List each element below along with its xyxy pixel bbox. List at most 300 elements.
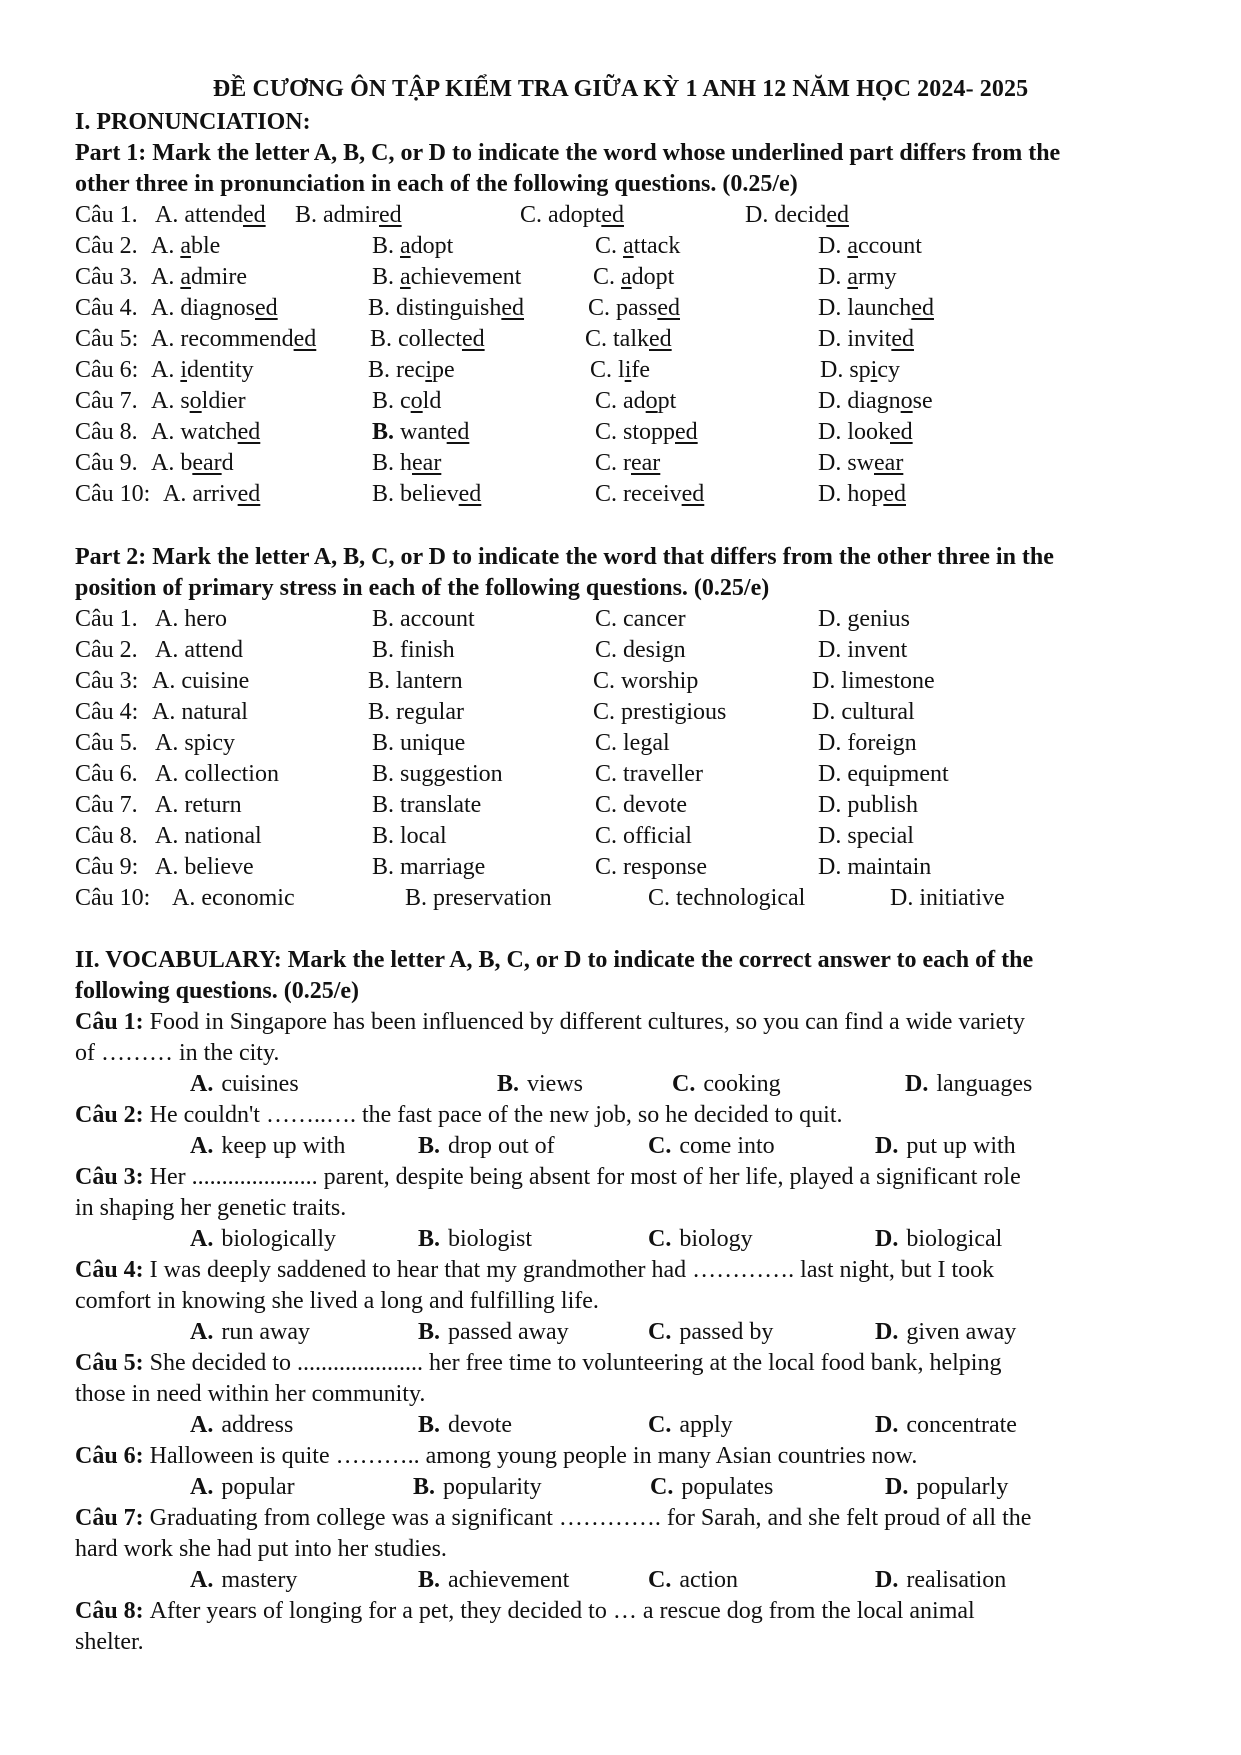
option-d	[818, 448, 903, 478]
option-text: B.	[372, 233, 401, 259]
question-label: Câu 4:	[75, 1257, 144, 1283]
option-text: concentrate	[906, 1412, 1017, 1438]
underlined-part: ear	[874, 450, 904, 476]
option-text: ldier	[201, 388, 246, 414]
option-b	[372, 231, 453, 261]
option-b: B. finish	[372, 637, 455, 663]
option-letter: B.	[418, 1567, 441, 1593]
underlined-part: ed	[461, 326, 485, 352]
question-number: Câu 5:	[75, 326, 139, 352]
answer-option	[672, 1069, 781, 1099]
option-c: C. official	[595, 823, 692, 849]
part2-row	[0, 852, 1100, 882]
option-text: A. arriv	[163, 481, 238, 507]
vocabulary-instruction-line1: II. VOCABULARY: Mark the letter A, B, C, or D to indicate the correct answer to each of the	[75, 947, 1034, 973]
option-text: B. c	[372, 388, 411, 414]
option-letter: B.	[413, 1474, 436, 1500]
option-text: action	[679, 1567, 738, 1593]
option-a: A. attend	[155, 637, 243, 663]
question-label: Câu 8:	[75, 1598, 144, 1624]
underlined-part: ed	[883, 481, 906, 507]
option-c	[588, 293, 680, 323]
option-text: B. rec	[368, 357, 426, 383]
option-letter: A.	[190, 1071, 214, 1097]
option-letter: D.	[875, 1412, 899, 1438]
option-text: B. believ	[372, 481, 459, 507]
option-text: ttack	[633, 233, 681, 259]
part2-row	[0, 666, 1100, 696]
question-label: Câu 2:	[75, 1102, 144, 1128]
option-text: A. s	[151, 388, 190, 414]
option-text: B.	[372, 264, 401, 290]
option-c	[590, 355, 650, 385]
option-text: B. h	[372, 450, 413, 476]
part2-instruction-line2: position of primary stress in each of the following questions. (0.25/e)	[75, 575, 770, 601]
question-number: Câu 6.	[75, 761, 138, 787]
part2-row	[0, 697, 1100, 727]
underlined-part: ed	[293, 326, 317, 352]
option-text: ccount	[858, 233, 922, 259]
option-text: passed by	[679, 1319, 774, 1345]
option-text: ld	[422, 388, 442, 414]
option-text: pe	[431, 357, 455, 383]
answer-options	[0, 1565, 1241, 1595]
option-text: want	[394, 419, 447, 445]
option-d	[745, 200, 849, 230]
option-text: biology	[679, 1226, 753, 1252]
option-d	[818, 231, 922, 261]
option-text: populates	[681, 1474, 774, 1500]
option-c	[595, 448, 660, 478]
option-d: D. equipment	[818, 761, 949, 787]
option-letter: D.	[875, 1226, 899, 1252]
option-letter: B.	[418, 1133, 441, 1159]
underlined-part: a	[621, 264, 632, 290]
option-text: D.	[818, 233, 848, 259]
question-text: Food in Singapore has been influenced by different cultures, so you can find a wide variety	[149, 1009, 1025, 1035]
option-d: D. invent	[818, 637, 908, 663]
vocabulary-question	[75, 1441, 1185, 1472]
part2-row	[0, 821, 1100, 851]
vocabulary-question	[75, 1503, 1185, 1565]
option-text: address	[221, 1412, 294, 1438]
option-text: keep up with	[221, 1133, 346, 1159]
answer-options	[0, 1472, 1241, 1502]
option-text: C. stopp	[595, 419, 676, 445]
option-text: dopt	[410, 233, 454, 259]
answer-option	[905, 1069, 1032, 1099]
answer-options	[0, 1317, 1241, 1347]
option-text: D. launch	[818, 295, 912, 321]
section-heading-pronunciation: I. PRONUNCIATION:	[75, 109, 311, 135]
option-a: A. national	[155, 823, 262, 849]
option-c	[595, 386, 676, 416]
question-text: After years of longing for a pet, they decided to … a rescue dog from the local animal	[149, 1598, 975, 1624]
option-c	[595, 231, 680, 261]
option-b: B. translate	[372, 792, 482, 818]
part1-row	[0, 262, 1100, 292]
option-text: apply	[679, 1412, 733, 1438]
part1-row	[0, 448, 1100, 478]
question-line	[75, 1100, 1185, 1131]
option-text: dopt	[631, 264, 675, 290]
underlined-part: i	[425, 357, 432, 383]
question-label: Câu 5:	[75, 1350, 144, 1376]
option-d: D. initiative	[890, 885, 1005, 911]
question-text-continued: of ……… in the city.	[75, 1040, 280, 1066]
option-text: rmy	[858, 264, 897, 290]
option-a	[151, 262, 247, 292]
option-text: pt	[657, 388, 677, 414]
option-text: d	[221, 450, 234, 476]
part1-row	[0, 386, 1100, 416]
part1-row	[0, 200, 1100, 230]
underlined-part: a	[180, 264, 191, 290]
part1-instruction-line1: Part 1: Mark the letter A, B, C, or D to indicate the word whose underlined part differs from the	[75, 140, 1061, 166]
option-letter: A.	[190, 1226, 214, 1252]
option-letter: C.	[648, 1319, 672, 1345]
answer-options	[0, 1224, 1241, 1254]
option-a	[151, 417, 260, 447]
option-letter: B.	[418, 1319, 441, 1345]
option-text: A. b	[151, 450, 193, 476]
answer-option	[648, 1131, 775, 1161]
option-a	[151, 386, 246, 416]
option-letter: D.	[905, 1071, 929, 1097]
option-text: C.	[593, 264, 622, 290]
underlined-part: i	[624, 357, 632, 383]
option-d: D. cultural	[812, 699, 915, 725]
answer-option	[418, 1410, 512, 1440]
question-text-continued: in shaping her genetic traits.	[75, 1195, 347, 1221]
answer-options	[0, 1069, 1241, 1099]
underlined-part: ear	[192, 450, 222, 476]
question-number: Câu 8.	[75, 419, 138, 445]
answer-option	[418, 1317, 569, 1347]
question-number: Câu 8.	[75, 823, 138, 849]
option-d	[818, 324, 914, 354]
option-text: D. sw	[818, 450, 875, 476]
answer-option	[190, 1472, 295, 1502]
question-text-continued: those in need within her community.	[75, 1381, 426, 1407]
option-b	[372, 386, 441, 416]
question-number: Câu 4:	[75, 699, 139, 725]
option-b	[368, 293, 524, 323]
answer-option	[190, 1069, 299, 1099]
underlined-part: ed	[237, 419, 261, 445]
underlined-part: ed	[681, 481, 705, 507]
option-text: D. look	[818, 419, 890, 445]
option-d: D. genius	[818, 606, 910, 632]
option-letter: C.	[672, 1071, 696, 1097]
option-text: C. l	[590, 357, 625, 383]
option-letter: D.	[875, 1319, 899, 1345]
option-d	[818, 262, 897, 292]
option-text: devote	[448, 1412, 512, 1438]
answer-option	[190, 1224, 336, 1254]
answer-option	[875, 1317, 1016, 1347]
option-text: A. attend	[155, 202, 243, 228]
page-title: ĐỀ CƯƠNG ÔN TẬP KIỂM TRA GIỮA KỲ 1 ANH 12 NĂM HỌC 2024- 2025	[212, 76, 1029, 102]
question-number: Câu 9:	[75, 854, 139, 880]
underlined-part: ed	[649, 326, 672, 352]
underlined-part: ed	[242, 202, 266, 228]
answer-option	[875, 1131, 1016, 1161]
vocabulary-question	[75, 1100, 1185, 1131]
option-text: given away	[906, 1319, 1017, 1345]
answer-option	[650, 1472, 773, 1502]
answer-option	[885, 1472, 1008, 1502]
option-text: popular	[221, 1474, 295, 1500]
question-number: Câu 6:	[75, 357, 139, 383]
option-a	[151, 355, 254, 385]
option-letter: D.	[885, 1474, 909, 1500]
option-a: A. believe	[155, 854, 254, 880]
underlined-part: ed	[675, 419, 698, 445]
option-c	[595, 479, 704, 509]
question-line	[75, 1596, 1185, 1627]
vocabulary-question	[75, 1596, 1185, 1658]
option-b: B. unique	[372, 730, 466, 756]
option-c: C. worship	[593, 668, 699, 694]
option-a	[151, 324, 316, 354]
option-d: D. publish	[818, 792, 919, 818]
option-a: A. natural	[152, 699, 248, 725]
part2-row	[0, 728, 1100, 758]
option-letter: C.	[648, 1567, 672, 1593]
part2-row	[0, 759, 1100, 789]
option-a: A. return	[155, 792, 242, 818]
underlined-part: a	[623, 233, 634, 259]
underlined-part: o	[900, 388, 913, 414]
answer-option	[418, 1224, 532, 1254]
option-text: A. watch	[151, 419, 238, 445]
option-text: D. diagn	[818, 388, 901, 414]
option-a	[151, 231, 220, 261]
question-number: Câu 5.	[75, 730, 138, 756]
option-text: chievement	[410, 264, 522, 290]
vocabulary-question	[75, 1007, 1185, 1069]
option-letter: C.	[648, 1412, 672, 1438]
option-text: realisation	[906, 1567, 1007, 1593]
option-text: drop out of	[448, 1133, 555, 1159]
underlined-part: ed	[657, 295, 680, 321]
option-text: C. adopt	[520, 202, 602, 228]
option-text: ble	[191, 233, 221, 259]
question-text-continued: comfort in knowing she lived a long and fulfilling life.	[75, 1288, 599, 1314]
option-text: B. admir	[295, 202, 379, 228]
option-a: A. hero	[155, 606, 227, 632]
underlined-part: a	[400, 233, 411, 259]
question-text: I was deeply saddened to hear that my grandmother had …………. last night, but I took	[149, 1257, 995, 1283]
option-letter: A.	[190, 1319, 214, 1345]
option-a: A. spicy	[155, 730, 235, 756]
part2-row	[0, 790, 1100, 820]
option-text: B. distinguish	[368, 295, 502, 321]
underlined-part: i	[180, 357, 188, 383]
option-d	[820, 355, 900, 385]
answer-options	[0, 1410, 1241, 1440]
question-number: Câu 3.	[75, 264, 138, 290]
question-line	[75, 1007, 1185, 1038]
option-text: run away	[221, 1319, 310, 1345]
option-d	[818, 293, 934, 323]
question-number: Câu 3:	[75, 668, 139, 694]
answer-option	[648, 1317, 773, 1347]
underlined-part: ed	[379, 202, 402, 228]
option-b	[372, 262, 521, 292]
underlined-part: ed	[890, 419, 913, 445]
option-text: cooking	[703, 1071, 781, 1097]
option-a: A. collection	[155, 761, 279, 787]
underlined-part: a	[847, 264, 858, 290]
underlined-part: a	[180, 233, 191, 259]
option-letter: B.	[372, 419, 395, 445]
option-text: achievement	[448, 1567, 570, 1593]
option-c: C. traveller	[595, 761, 703, 787]
underlined-part: a	[400, 264, 411, 290]
option-a	[151, 448, 234, 478]
option-text: come into	[679, 1133, 775, 1159]
part2-row	[0, 635, 1100, 665]
part2-row	[0, 604, 1100, 634]
option-a: A. cuisine	[152, 668, 250, 694]
option-b	[370, 324, 485, 354]
option-b: B. suggestion	[372, 761, 503, 787]
option-text: A. diagnos	[151, 295, 255, 321]
underlined-part: ear	[631, 450, 661, 476]
option-text: C. pass	[588, 295, 658, 321]
option-text: dentity	[187, 357, 254, 383]
option-text: D. sp	[820, 357, 871, 383]
question-line	[75, 1441, 1185, 1472]
option-letter: B.	[418, 1412, 441, 1438]
answer-option	[190, 1131, 345, 1161]
option-d: D. special	[818, 823, 914, 849]
option-b: B. account	[372, 606, 475, 632]
question-text: Her ..................... parent, despite being absent for most of her life, played a significant role	[149, 1164, 1021, 1190]
part1-row	[0, 231, 1100, 261]
option-text: A.	[151, 264, 181, 290]
question-number: Câu 10:	[75, 885, 151, 911]
answer-option	[497, 1069, 583, 1099]
option-a	[155, 200, 266, 230]
question-number: Câu 2.	[75, 233, 138, 259]
option-letter: A.	[190, 1474, 214, 1500]
underlined-part: ed	[255, 295, 278, 321]
underlined-part: ed	[891, 326, 914, 352]
option-text: se	[912, 388, 933, 414]
option-b	[295, 200, 402, 230]
option-letter: A.	[190, 1567, 214, 1593]
option-c	[520, 200, 624, 230]
answer-options	[0, 1131, 1241, 1161]
part2-instruction-line1: Part 2: Mark the letter A, B, C, or D to indicate the word that differs from the other three in the	[75, 544, 1054, 570]
option-c: C. design	[595, 637, 686, 663]
answer-option	[190, 1317, 310, 1347]
question-text-continued: hard work she had put into her studies.	[75, 1536, 447, 1562]
option-b: B. marriage	[372, 854, 486, 880]
option-text: fe	[631, 357, 651, 383]
part1-row	[0, 293, 1100, 323]
option-text: D. invit	[818, 326, 892, 352]
vocabulary-instruction-line2: following questions. (0.25/e)	[75, 978, 360, 1004]
answer-option	[648, 1224, 753, 1254]
option-a: A. economic	[172, 885, 295, 911]
answer-option	[413, 1472, 542, 1502]
option-b: B. preservation	[405, 885, 552, 911]
option-c	[593, 262, 674, 292]
option-letter: D.	[875, 1567, 899, 1593]
option-b	[368, 355, 455, 385]
question-line	[75, 1503, 1185, 1534]
answer-option	[648, 1410, 733, 1440]
option-a	[163, 479, 260, 509]
option-b	[372, 479, 481, 509]
option-text: biological	[906, 1226, 1003, 1252]
question-number: Câu 9.	[75, 450, 138, 476]
option-text: passed away	[448, 1319, 569, 1345]
option-c: C. prestigious	[593, 699, 727, 725]
answer-option	[190, 1565, 297, 1595]
question-number: Câu 7.	[75, 388, 138, 414]
option-d: D. maintain	[818, 854, 932, 880]
option-text: B. collect	[370, 326, 462, 352]
part1-row	[0, 479, 1100, 509]
option-d	[818, 417, 913, 447]
option-c: C. devote	[595, 792, 687, 818]
underlined-part: ed	[826, 202, 849, 228]
question-label: Câu 7:	[75, 1505, 144, 1531]
question-line	[75, 1348, 1185, 1379]
option-d	[818, 386, 933, 416]
option-c: C. legal	[595, 730, 670, 756]
option-text: mastery	[221, 1567, 298, 1593]
option-text: dmire	[191, 264, 247, 290]
part1-row	[0, 417, 1100, 447]
option-text: C.	[595, 233, 624, 259]
option-d	[818, 479, 906, 509]
option-text: cy	[877, 357, 900, 383]
option-text: languages	[936, 1071, 1033, 1097]
option-letter: A.	[190, 1412, 214, 1438]
option-text: D. hop	[818, 481, 884, 507]
option-d: D. limestone	[812, 668, 935, 694]
option-c: C. cancer	[595, 606, 686, 632]
question-number: Câu 4.	[75, 295, 138, 321]
option-letter: A.	[190, 1133, 214, 1159]
answer-option	[190, 1410, 293, 1440]
option-text: put up with	[906, 1133, 1016, 1159]
underlined-part: i	[870, 357, 878, 383]
option-text: C. talk	[585, 326, 649, 352]
answer-option	[418, 1131, 555, 1161]
underlined-part: ed	[501, 295, 525, 321]
question-number: Câu 10:	[75, 481, 151, 507]
question-number: Câu 1.	[75, 202, 138, 228]
underlined-part: o	[189, 388, 202, 414]
underlined-part: ed	[601, 202, 624, 228]
part1-row	[0, 355, 1100, 385]
option-c	[595, 417, 698, 447]
question-number: Câu 2.	[75, 637, 138, 663]
option-b	[372, 417, 469, 447]
underlined-part: ed	[911, 295, 934, 321]
option-b: B. regular	[368, 699, 464, 725]
answer-option	[648, 1565, 738, 1595]
option-d: D. foreign	[818, 730, 917, 756]
part2-row	[0, 883, 1100, 913]
